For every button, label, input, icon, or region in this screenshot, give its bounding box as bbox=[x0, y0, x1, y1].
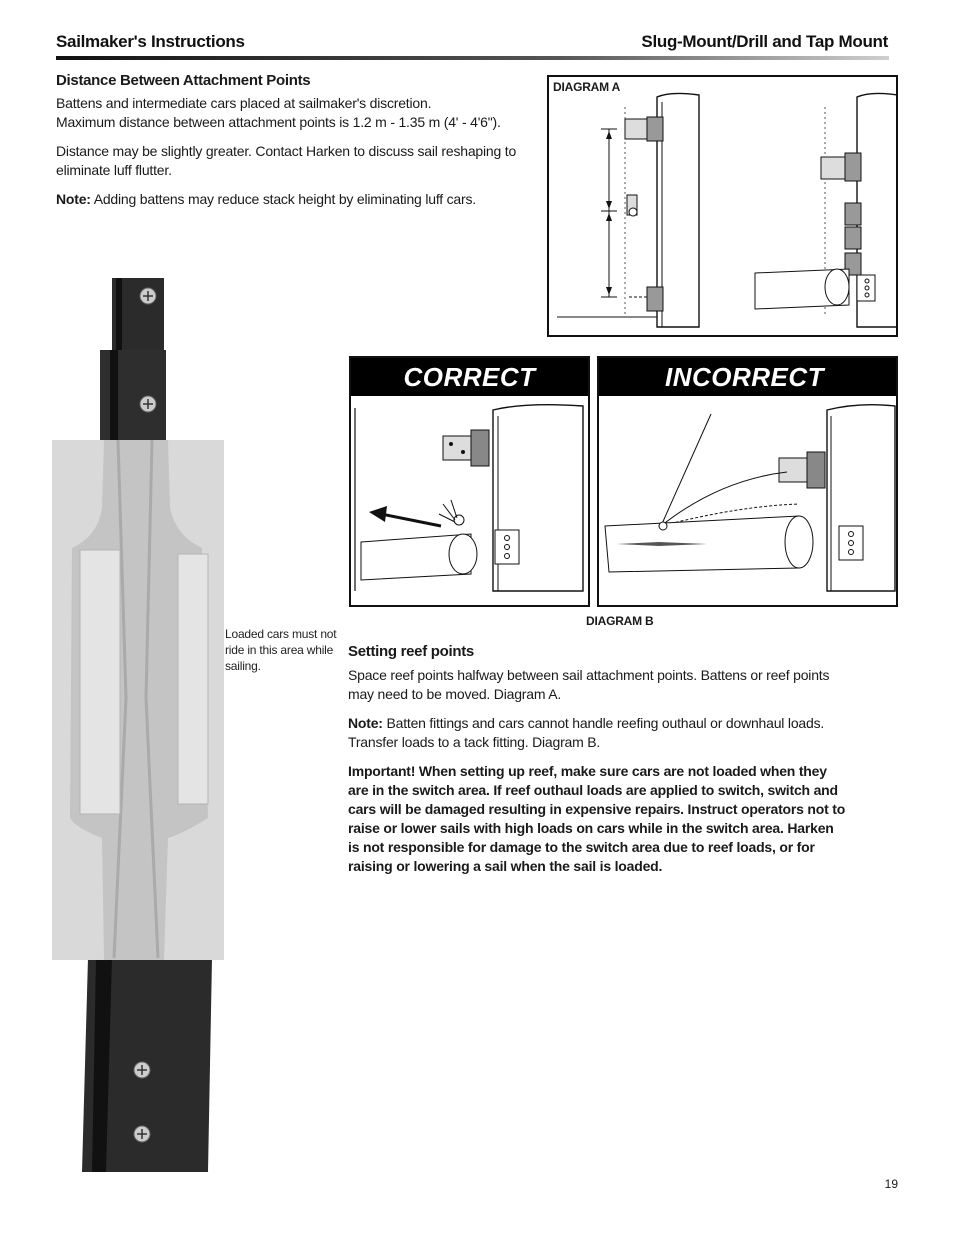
switch-area-caption: Loaded cars must not ride in this area while sailing. bbox=[225, 627, 337, 673]
distance-note bbox=[56, 190, 536, 209]
screw-icon bbox=[134, 1062, 150, 1078]
diagram-b-incorrect bbox=[597, 356, 898, 607]
screw-icon bbox=[140, 288, 156, 304]
page-number: 19 bbox=[884, 1177, 898, 1191]
reef-heading: Setting reef points bbox=[348, 643, 474, 660]
diagram-b-correct bbox=[349, 356, 590, 607]
diagram-b-caption: DIAGRAM B bbox=[586, 614, 654, 628]
correct-drawing bbox=[351, 396, 588, 605]
reef-note-text: Batten fittings and cars cannot handle reefing outhaul or downhaul loads. Transfer loads to a tack fitting. Diagram B. bbox=[348, 715, 825, 750]
distance-p1-line1: Battens and intermediate cars placed at sailmaker's discretion. bbox=[56, 95, 432, 111]
diagram-a-label: DIAGRAM A bbox=[553, 80, 621, 94]
diagram-a bbox=[547, 75, 898, 337]
header-left-title: Sailmaker's Instructions bbox=[56, 32, 245, 51]
reef-p1: Space reef points halfway between sail attachment points. Battens or reef points may need to be moved. Diagram A. bbox=[348, 667, 830, 702]
reef-note-label: Note: bbox=[348, 715, 383, 731]
reef-note bbox=[348, 714, 848, 752]
distance-note-text: Adding battens may reduce stack height by eliminating luff cars. bbox=[90, 191, 476, 207]
screw-icon bbox=[140, 396, 156, 412]
header-rule bbox=[56, 56, 889, 60]
diagram-a-drawing bbox=[549, 77, 896, 335]
distance-p2: Distance may be slightly greater. Contact Harken to discuss sail reshaping to eliminate luff flutter. bbox=[56, 143, 517, 178]
distance-note-label: Note: bbox=[56, 191, 91, 207]
distance-heading: Distance Between Attachment Points bbox=[56, 72, 311, 89]
reef-section bbox=[348, 643, 848, 876]
track-switch-image bbox=[52, 278, 232, 1172]
screw-icon bbox=[134, 1126, 150, 1142]
header-right-title: Slug-Mount/Drill and Tap Mount bbox=[641, 32, 888, 51]
reef-important: Important! When setting up reef, make sure cars are not loaded when they are in the switch area. If reef outhaul loads are applied to switch, switch and cars will be damaged resulting in expensive repairs. Instruct operators not to raise or lower sails with high loads on cars while in the switch area. Harken is not responsible for damage to the switch area due to reef loads, or for raising or lowering a sail when the sail is loaded. bbox=[348, 763, 846, 874]
distance-p1-line2: Maximum distance between attachment points is 1.2 m - 1.35 m (4' - 4'6"). bbox=[56, 114, 501, 130]
distance-section bbox=[56, 72, 536, 209]
incorrect-drawing bbox=[599, 396, 896, 605]
correct-banner: CORRECT bbox=[351, 358, 588, 396]
incorrect-banner: INCORRECT bbox=[599, 358, 896, 396]
arrow-icon bbox=[369, 506, 387, 522]
